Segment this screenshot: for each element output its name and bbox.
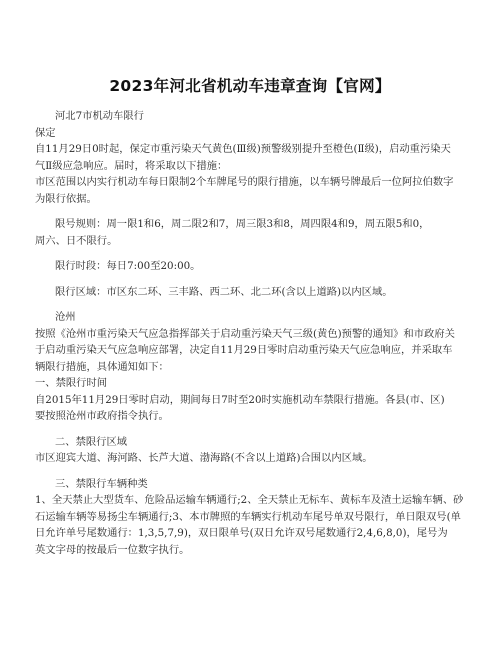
- paragraph-line: 石运输车辆等易扬尘车辆通行;3、本市牌照的车辆实行机动车尾号单双号限行，单日限双号(单: [35, 510, 461, 523]
- section-heading: 二、禁限行区域: [55, 435, 128, 448]
- paragraph-line: 限行区域：市区东二环、三丰路、西二环、北二环(含以上道路)以内区域。: [55, 285, 393, 298]
- section-heading: 三、禁限行车辆种类: [55, 477, 148, 490]
- paragraph-line: 自2015年11月29日零时启动，期间每日7时至20时实施机动车禁限行措施。各县(市、区): [35, 393, 445, 406]
- paragraph-line: 气Ⅱ级应急响应。届时，将采取以下措施：: [35, 159, 228, 172]
- paragraph-line: 辆限行措施，具体通知如下：: [35, 360, 169, 373]
- section-heading: 一、禁限行时间: [35, 377, 108, 389]
- paragraph-line: 市区范围以内实行机动车每日限制2个车牌尾号的限行措施，以车辆号牌最后一位阿拉伯数字: [35, 176, 454, 188]
- document-body: [35, 108, 475, 558]
- paragraph-line: 限行时段：每日7:00至20:00。: [55, 260, 201, 272]
- paragraph-line: 日允许单号尾数通行：1,3,5,7,9)，双日限单号(双日允许双号尾数通行2,4,6,8,0)，尾号为: [35, 527, 448, 539]
- paragraph-line: 市区迎宾大道、海河路、长芦大道、渤海路(不含以上道路)合围以内区域。: [35, 452, 373, 464]
- paragraph-line: 按照《沧州市重污染天气应急指挥部关于启动重污染天气三级(黄色)预警的通知》和市政府关: [35, 327, 455, 340]
- paragraph-line: 英文字母的按最后一位数字执行。: [35, 543, 190, 556]
- paragraph-line: 于启动重污染天气应急响应部署，决定自11月29日零时启动重污染天气应急响应，并采取车: [35, 344, 453, 356]
- page-title: 2023年河北省机动车违章查询【官网】: [109, 77, 391, 95]
- paragraph-line: 要按照沧州市政府指令执行。: [35, 410, 169, 422]
- city-heading: 沧州: [55, 311, 76, 323]
- paragraph-line: 限号规则：周一限1和6，周二限2和7，周三限3和8，周四限4和9，周五限5和0，: [55, 218, 430, 230]
- city-heading: 保定: [35, 126, 56, 139]
- paragraph-line: 1、全天禁止大型货车、危险品运输车辆通行;2、全天禁止无标车、黄标车及渣土运输车辆、砂: [35, 494, 464, 506]
- paragraph-line: 周六、日不限行。: [35, 234, 118, 247]
- paragraph-line: 为限行依据。: [35, 192, 97, 205]
- paragraph-line: 自11月29日0时起，保定市重污染天气黄色(Ⅲ级)预警级别提升至橙色(Ⅱ级)，启动重污染天: [35, 143, 451, 155]
- section-heading: 河北7市机动车限行: [55, 110, 144, 122]
